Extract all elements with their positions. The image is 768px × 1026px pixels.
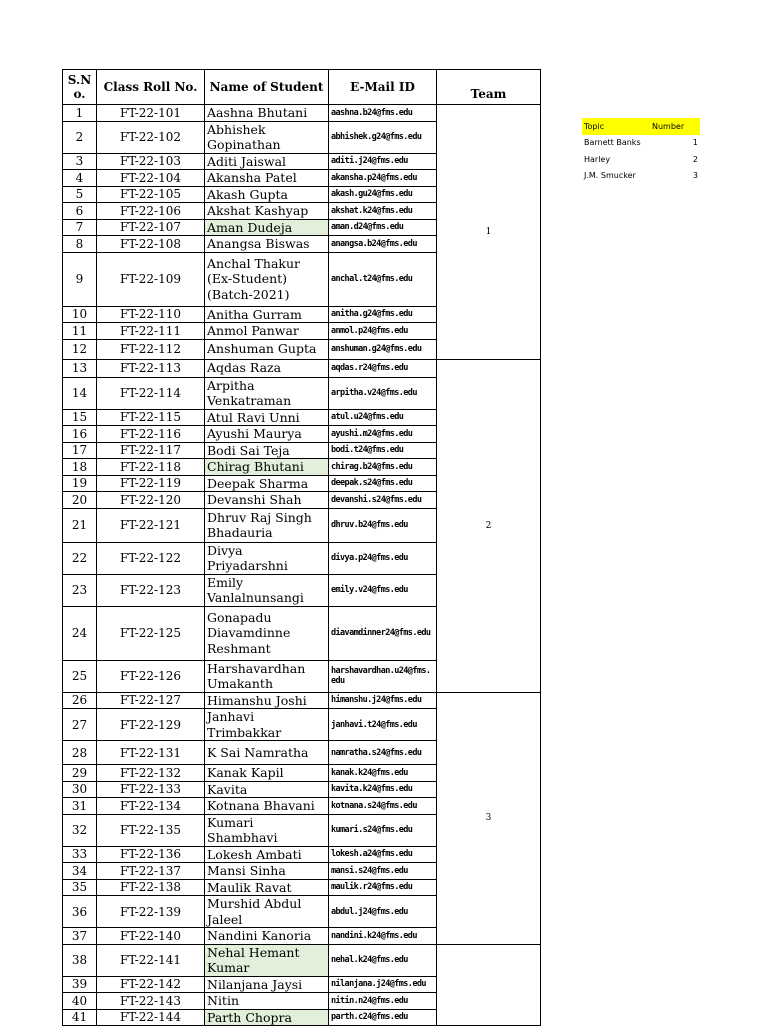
roll-number-cell: FT-22-109 (97, 252, 205, 306)
student-name-cell: Devanshi Shah (205, 492, 329, 509)
student-name-cell: Kavita (205, 781, 329, 798)
email-cell: nilanjana.j24@fms.edu (329, 976, 437, 993)
roll-number-cell: FT-22-135 (97, 814, 205, 846)
roll-number-cell: FT-22-104 (97, 170, 205, 187)
serial-number-cell: 34 (63, 863, 97, 880)
serial-number-cell: 22 (63, 542, 97, 574)
roll-number-cell: FT-22-134 (97, 798, 205, 815)
topic-name: J.M. Smucker (584, 171, 636, 181)
student-name-cell: Lokesh Ambati (205, 846, 329, 863)
roll-number-cell: FT-22-101 (97, 105, 205, 122)
serial-number-cell: 10 (63, 306, 97, 323)
header-name-of-student: Name of Student (205, 70, 329, 105)
email-cell: kumari.s24@fms.edu (329, 814, 437, 846)
roll-number-cell: FT-22-132 (97, 765, 205, 782)
email-cell: aqdas.r24@fms.edu (329, 359, 437, 377)
student-name-cell: Chirag Bhutani (205, 459, 329, 476)
topic-row (582, 168, 700, 185)
student-name-cell: Nehal Hemant Kumar (205, 944, 329, 976)
serial-number-cell: 2 (63, 121, 97, 153)
student-name-cell: Murshid Abdul Jaleel (205, 896, 329, 928)
email-cell: anchal.t24@fms.edu (329, 252, 437, 306)
team-cell: 2 (437, 359, 541, 692)
student-name-cell: Kumari Shambhavi (205, 814, 329, 846)
table-row (63, 944, 541, 976)
header-class-roll-no: Class Roll No. (97, 70, 205, 105)
serial-number-cell: 8 (63, 236, 97, 253)
student-name-cell: Anchal Thakur (Ex-Student) (Batch-2021) (205, 252, 329, 306)
roll-number-cell: FT-22-121 (97, 508, 205, 542)
roll-number-cell: FT-22-103 (97, 153, 205, 170)
header-email-id: E-Mail ID (329, 70, 437, 105)
roll-number-cell: FT-22-141 (97, 944, 205, 976)
email-cell: anmol.p24@fms.edu (329, 323, 437, 340)
student-name-cell: Nitin (205, 993, 329, 1010)
email-cell: dhruv.b24@fms.edu (329, 508, 437, 542)
topic-row (582, 135, 700, 152)
header-team: Team (437, 70, 541, 105)
email-cell: lokesh.a24@fms.edu (329, 846, 437, 863)
roll-number-cell: FT-22-108 (97, 236, 205, 253)
serial-number-cell: 18 (63, 459, 97, 476)
email-cell: aashna.b24@fms.edu (329, 105, 437, 122)
roll-number-cell: FT-22-125 (97, 606, 205, 660)
serial-number-cell: 3 (63, 153, 97, 170)
email-cell: arpitha.v24@fms.edu (329, 377, 437, 409)
student-name-cell: Nilanjana Jaysi (205, 976, 329, 993)
email-cell: devanshi.s24@fms.edu (329, 492, 437, 509)
topic-header-row (582, 118, 700, 135)
header-row (63, 70, 541, 105)
roll-number-cell: FT-22-116 (97, 426, 205, 443)
serial-number-cell: 41 (63, 1009, 97, 1026)
email-cell: aman.d24@fms.edu (329, 219, 437, 236)
student-name-cell: Anangsa Biswas (205, 236, 329, 253)
table-row (63, 359, 541, 377)
roll-number-cell: FT-22-123 (97, 574, 205, 606)
email-cell: janhavi.t24@fms.edu (329, 709, 437, 741)
email-cell: kanak.k24@fms.edu (329, 765, 437, 782)
topic-row (582, 151, 700, 168)
serial-number-cell: 35 (63, 879, 97, 896)
roll-number-cell: FT-22-105 (97, 186, 205, 203)
team-cell (437, 944, 541, 1026)
email-cell: nitin.n24@fms.edu (329, 993, 437, 1010)
roll-number-cell: FT-22-118 (97, 459, 205, 476)
student-name-cell: Gonapadu Diavamdinne Reshmant (205, 606, 329, 660)
roll-number-cell: FT-22-113 (97, 359, 205, 377)
serial-number-cell: 6 (63, 203, 97, 220)
email-cell: diavamdinner24@fms.edu (329, 606, 437, 660)
email-cell: maulik.r24@fms.edu (329, 879, 437, 896)
student-name-cell: Abhishek Gopinathan (205, 121, 329, 153)
student-name-cell: Emily Vanlalnunsangi (205, 574, 329, 606)
serial-number-cell: 21 (63, 508, 97, 542)
serial-number-cell: 31 (63, 798, 97, 815)
student-name-cell: Anshuman Gupta (205, 339, 329, 359)
student-name-cell: Aashna Bhutani (205, 105, 329, 122)
email-cell: akash.gu24@fms.edu (329, 186, 437, 203)
serial-number-cell: 11 (63, 323, 97, 340)
serial-number-cell: 28 (63, 741, 97, 765)
roll-number-cell: FT-22-102 (97, 121, 205, 153)
roll-number-cell: FT-22-129 (97, 709, 205, 741)
student-name-cell: Nandini Kanoria (205, 928, 329, 945)
student-name-cell: Harshavardhan Umakanth (205, 660, 329, 692)
serial-number-cell: 25 (63, 660, 97, 692)
serial-number-cell: 38 (63, 944, 97, 976)
serial-number-cell: 17 (63, 442, 97, 459)
header-sno: S.N o. (63, 70, 97, 105)
serial-number-cell: 5 (63, 186, 97, 203)
student-name-cell: Kotnana Bhavani (205, 798, 329, 815)
student-name-cell: Himanshu Joshi (205, 692, 329, 709)
email-cell: kotnana.s24@fms.edu (329, 798, 437, 815)
student-roster-table (62, 69, 541, 1026)
roll-number-cell: FT-22-131 (97, 741, 205, 765)
student-name-cell: Deepak Sharma (205, 475, 329, 492)
topic-number: 2 (692, 154, 698, 164)
serial-number-cell: 26 (63, 692, 97, 709)
student-name-cell: Akshat Kashyap (205, 203, 329, 220)
roll-number-cell: FT-22-144 (97, 1009, 205, 1026)
serial-number-cell: 37 (63, 928, 97, 945)
email-cell: kavita.k24@fms.edu (329, 781, 437, 798)
email-cell: chirag.b24@fms.edu (329, 459, 437, 476)
roll-number-cell: FT-22-107 (97, 219, 205, 236)
serial-number-cell: 23 (63, 574, 97, 606)
roll-number-cell: FT-22-111 (97, 323, 205, 340)
student-name-cell: Divya Priyadarshni (205, 542, 329, 574)
student-name-cell: Parth Chopra (205, 1009, 329, 1026)
serial-number-cell: 30 (63, 781, 97, 798)
topic-legend (582, 118, 700, 184)
email-cell: bodi.t24@fms.edu (329, 442, 437, 459)
email-cell: himanshu.j24@fms.edu (329, 692, 437, 709)
topic-name: Barnett Banks (584, 138, 641, 148)
serial-number-cell: 1 (63, 105, 97, 122)
topic-header-label: Topic (582, 118, 650, 135)
roll-number-cell: FT-22-117 (97, 442, 205, 459)
roll-number-cell: FT-22-114 (97, 377, 205, 409)
serial-number-cell: 32 (63, 814, 97, 846)
student-name-cell: Atul Ravi Unni (205, 409, 329, 426)
email-cell: atul.u24@fms.edu (329, 409, 437, 426)
roll-number-cell: FT-22-143 (97, 993, 205, 1010)
roll-number-cell: FT-22-137 (97, 863, 205, 880)
email-cell: akansha.p24@fms.edu (329, 170, 437, 187)
serial-number-cell: 33 (63, 846, 97, 863)
email-cell: harshavardhan.u24@fms.edu (329, 660, 437, 692)
roll-number-cell: FT-22-139 (97, 896, 205, 928)
serial-number-cell: 16 (63, 426, 97, 443)
topic-number: 1 (692, 138, 698, 148)
roll-number-cell: FT-22-122 (97, 542, 205, 574)
student-name-cell: Janhavi Trimbakkar (205, 709, 329, 741)
serial-number-cell: 27 (63, 709, 97, 741)
serial-number-cell: 29 (63, 765, 97, 782)
serial-number-cell: 4 (63, 170, 97, 187)
email-cell: akshat.k24@fms.edu (329, 203, 437, 220)
serial-number-cell: 40 (63, 993, 97, 1010)
email-cell: emily.v24@fms.edu (329, 574, 437, 606)
student-name-cell: Maulik Ravat (205, 879, 329, 896)
roll-number-cell: FT-22-142 (97, 976, 205, 993)
student-name-cell: Aqdas Raza (205, 359, 329, 377)
serial-number-cell: 19 (63, 475, 97, 492)
student-name-cell: Akansha Patel (205, 170, 329, 187)
topic-name: Harley (584, 154, 611, 164)
serial-number-cell: 36 (63, 896, 97, 928)
roll-number-cell: FT-22-140 (97, 928, 205, 945)
email-cell: aditi.j24@fms.edu (329, 153, 437, 170)
student-name-cell: Akash Gupta (205, 186, 329, 203)
serial-number-cell: 7 (63, 219, 97, 236)
number-header-label: Number (650, 118, 700, 135)
roster-body (63, 105, 541, 1026)
roll-number-cell: FT-22-119 (97, 475, 205, 492)
student-name-cell: Bodi Sai Teja (205, 442, 329, 459)
email-cell: ayushi.m24@fms.edu (329, 426, 437, 443)
email-cell: anangsa.b24@fms.edu (329, 236, 437, 253)
email-cell: mansi.s24@fms.edu (329, 863, 437, 880)
roll-number-cell: FT-22-133 (97, 781, 205, 798)
student-name-cell: Mansi Sinha (205, 863, 329, 880)
student-name-cell: Kanak Kapil (205, 765, 329, 782)
student-name-cell: Ayushi Maurya (205, 426, 329, 443)
serial-number-cell: 14 (63, 377, 97, 409)
student-name-cell: Anitha Gurram (205, 306, 329, 323)
team-cell: 3 (437, 692, 541, 944)
email-cell: namratha.s24@fms.edu (329, 741, 437, 765)
email-cell: nehal.k24@fms.edu (329, 944, 437, 976)
roll-number-cell: FT-22-136 (97, 846, 205, 863)
roll-number-cell: FT-22-126 (97, 660, 205, 692)
serial-number-cell: 24 (63, 606, 97, 660)
serial-number-cell: 13 (63, 359, 97, 377)
email-cell: abhishek.g24@fms.edu (329, 121, 437, 153)
serial-number-cell: 39 (63, 976, 97, 993)
roll-number-cell: FT-22-112 (97, 339, 205, 359)
roll-number-cell: FT-22-110 (97, 306, 205, 323)
serial-number-cell: 12 (63, 339, 97, 359)
serial-number-cell: 20 (63, 492, 97, 509)
email-cell: divya.p24@fms.edu (329, 542, 437, 574)
email-cell: nandini.k24@fms.edu (329, 928, 437, 945)
team-cell: 1 (437, 105, 541, 360)
student-name-cell: Anmol Panwar (205, 323, 329, 340)
topic-number: 3 (692, 171, 698, 181)
email-cell: deepak.s24@fms.edu (329, 475, 437, 492)
table-row (63, 105, 541, 122)
roll-number-cell: FT-22-127 (97, 692, 205, 709)
serial-number-cell: 15 (63, 409, 97, 426)
email-cell: abdul.j24@fms.edu (329, 896, 437, 928)
serial-number-cell: 9 (63, 252, 97, 306)
email-cell: anitha.g24@fms.edu (329, 306, 437, 323)
email-cell: anshuman.g24@fms.edu (329, 339, 437, 359)
roll-number-cell: FT-22-138 (97, 879, 205, 896)
table-row (63, 692, 541, 709)
student-name-cell: Aman Dudeja (205, 219, 329, 236)
student-name-cell: Aditi Jaiswal (205, 153, 329, 170)
student-name-cell: Dhruv Raj Singh Bhadauria (205, 508, 329, 542)
student-name-cell: K Sai Namratha (205, 741, 329, 765)
roll-number-cell: FT-22-115 (97, 409, 205, 426)
student-name-cell: Arpitha Venkatraman (205, 377, 329, 409)
roll-number-cell: FT-22-106 (97, 203, 205, 220)
email-cell: parth.c24@fms.edu (329, 1009, 437, 1026)
roll-number-cell: FT-22-120 (97, 492, 205, 509)
